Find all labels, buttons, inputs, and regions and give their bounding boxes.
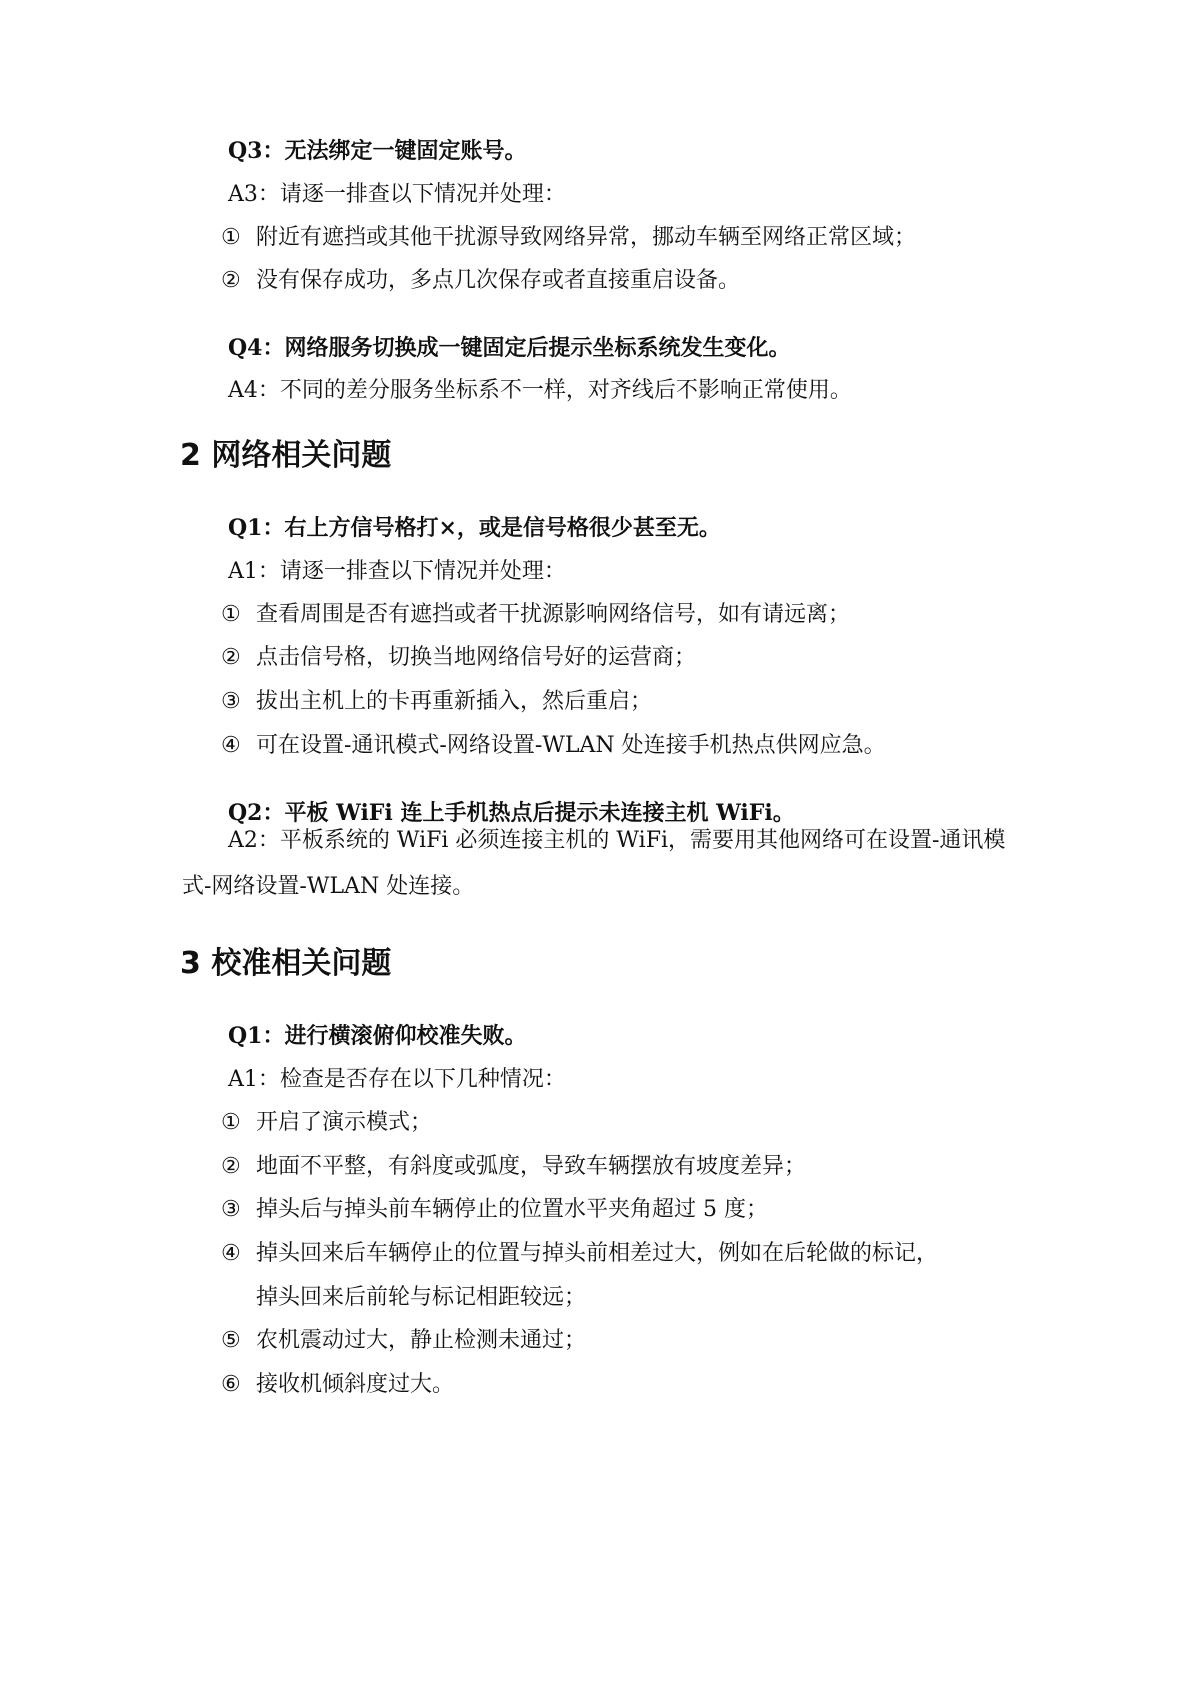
item-text: 附近有遮挡或其他干扰源导致网络异常，挪动车辆至网络正常区域； [256,225,917,250]
item-number: ① [221,225,241,250]
item-text: 接收机倾斜度过大。 [256,1372,455,1397]
question-s2-q1: Q1：右上方信号格打×，或是信号格很少甚至无。 [228,515,721,541]
answer-s1-a3: A3：请逐一排查以下情况并处理： [228,182,566,207]
list-item [221,687,652,717]
list-item [221,600,850,630]
list-item [221,1108,432,1138]
answer-s1-a4: A4：不同的差分服务坐标系不一样，对齐线后不影响正常使用。 [228,378,852,403]
item-number: ② [221,645,241,670]
item-text: 掉头回来后车辆停止的位置与掉头前相差过大，例如在后轮做的标记， [256,1241,939,1266]
section-heading-calibration: 3 校准相关问题 [180,946,392,981]
question-s3-q1: Q1：进行横滚俯仰校准失败。 [228,1023,527,1049]
list-item [221,643,696,673]
item-number: ① [221,602,241,627]
item-text: 地面不平整，有斜度或弧度，导致车辆摆放有坡度差异； [256,1154,807,1179]
item-text: 点击信号格，切换当地网络信号好的运营商； [256,645,697,670]
section-heading-network: 2 网络相关问题 [180,438,392,473]
list-item [221,266,740,296]
item-number: ② [221,268,241,293]
item-number: ④ [221,1241,241,1266]
item-text: 掉头后与掉头前车辆停止的位置水平夹角超过 5 度； [256,1197,768,1222]
answer-s2-a1: A1：请逐一排查以下情况并处理： [228,559,566,584]
list-item [221,1239,938,1269]
question-s2-q2: Q2：平板 WiFi 连上手机热点后提示未连接主机 WiFi。 [228,800,795,826]
item-number: ⑥ [221,1372,241,1397]
list-item [221,1195,768,1225]
item-number: ② [221,1154,241,1179]
item-number: ③ [221,689,241,714]
list-item [221,1326,586,1356]
item-text: 开启了演示模式； [256,1110,433,1135]
list-item-continuation [221,1283,586,1313]
item-number: ④ [221,733,241,758]
item-text: 可在设置-通讯模式-网络设置-WLAN 处连接手机热点供网应急。 [256,733,886,758]
list-item [221,223,916,253]
item-number: ③ [221,1197,241,1222]
item-text: 拔出主机上的卡再重新插入，然后重启； [256,689,653,714]
question-s1-q4: Q4：网络服务切换成一键固定后提示坐标系统发生变化。 [228,335,791,361]
item-number: ① [221,1110,241,1135]
item-text: 查看周围是否有遮挡或者干扰源影响网络信号，如有请远离； [256,602,851,627]
list-item [221,731,886,761]
answer-s2-a2: A2：平板系统的 WiFi 必须连接主机的 WiFi，需要用其他网络可在设置-通讯模式-网络设置-WLAN 处连接。 [182,828,1006,899]
item-text: 没有保存成功，多点几次保存或者直接重启设备。 [256,268,741,293]
list-item [221,1152,806,1182]
item-text: 掉头回来后前轮与标记相距较远； [256,1285,587,1310]
question-s1-q3: Q3：无法绑定一键固定账号。 [228,138,527,164]
item-text: 农机震动过大，静止检测未通过； [256,1328,587,1353]
list-item [221,1370,454,1400]
answer-s3-a1: A1：检查是否存在以下几种情况： [228,1067,566,1092]
item-number: ⑤ [221,1328,241,1353]
